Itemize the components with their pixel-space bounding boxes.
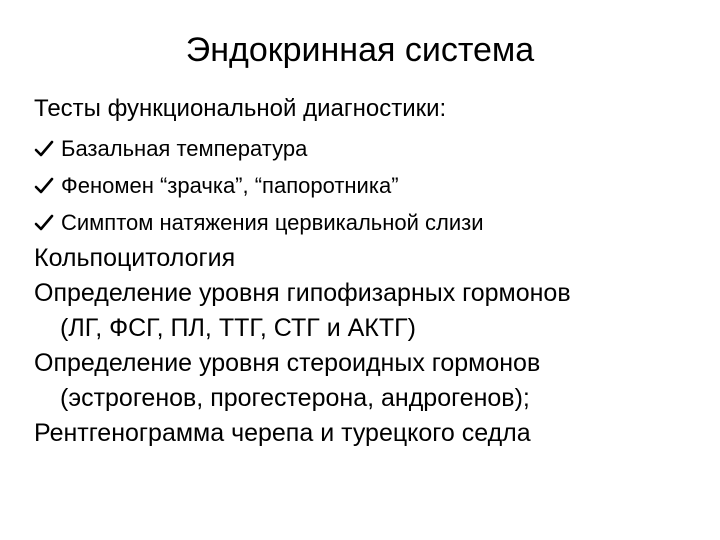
- check-icon: [34, 213, 54, 233]
- slide-title: Эндокринная система: [185, 31, 535, 69]
- list-item-text: Рентгенограмма черепа и турецкого седла: [34, 419, 531, 447]
- check-item-label: Феномен “зрачка”, “папоротника”: [61, 172, 399, 198]
- check-item: [34, 204, 710, 241]
- list-item-continuation: (эстрогенов, прогестерона, андрогенов);: [60, 384, 530, 412]
- list-item-text: Определение уровня стероидных гормонов: [34, 349, 541, 377]
- list-item: [34, 276, 710, 346]
- check-item: [34, 167, 710, 204]
- subheading: Тесты функциональной диагностики:: [34, 95, 447, 122]
- slide-content: [34, 94, 710, 451]
- check-icon: [34, 176, 54, 196]
- check-item-label: Базальная температура: [61, 135, 308, 161]
- list-item-text: Определение уровня гипофизарных гормонов: [34, 279, 571, 307]
- check-item: [34, 130, 710, 167]
- list-item: [34, 416, 710, 451]
- list-item: [34, 241, 710, 276]
- list-item-text: Кольпоцитология: [34, 244, 236, 272]
- check-item-label: Симптом натяжения цервикальной слизи: [61, 209, 484, 235]
- list-item: [34, 346, 710, 416]
- check-icon: [34, 139, 54, 159]
- list-item-continuation: (ЛГ, ФСГ, ПЛ, ТТГ, СТГ и АКТГ): [60, 314, 416, 342]
